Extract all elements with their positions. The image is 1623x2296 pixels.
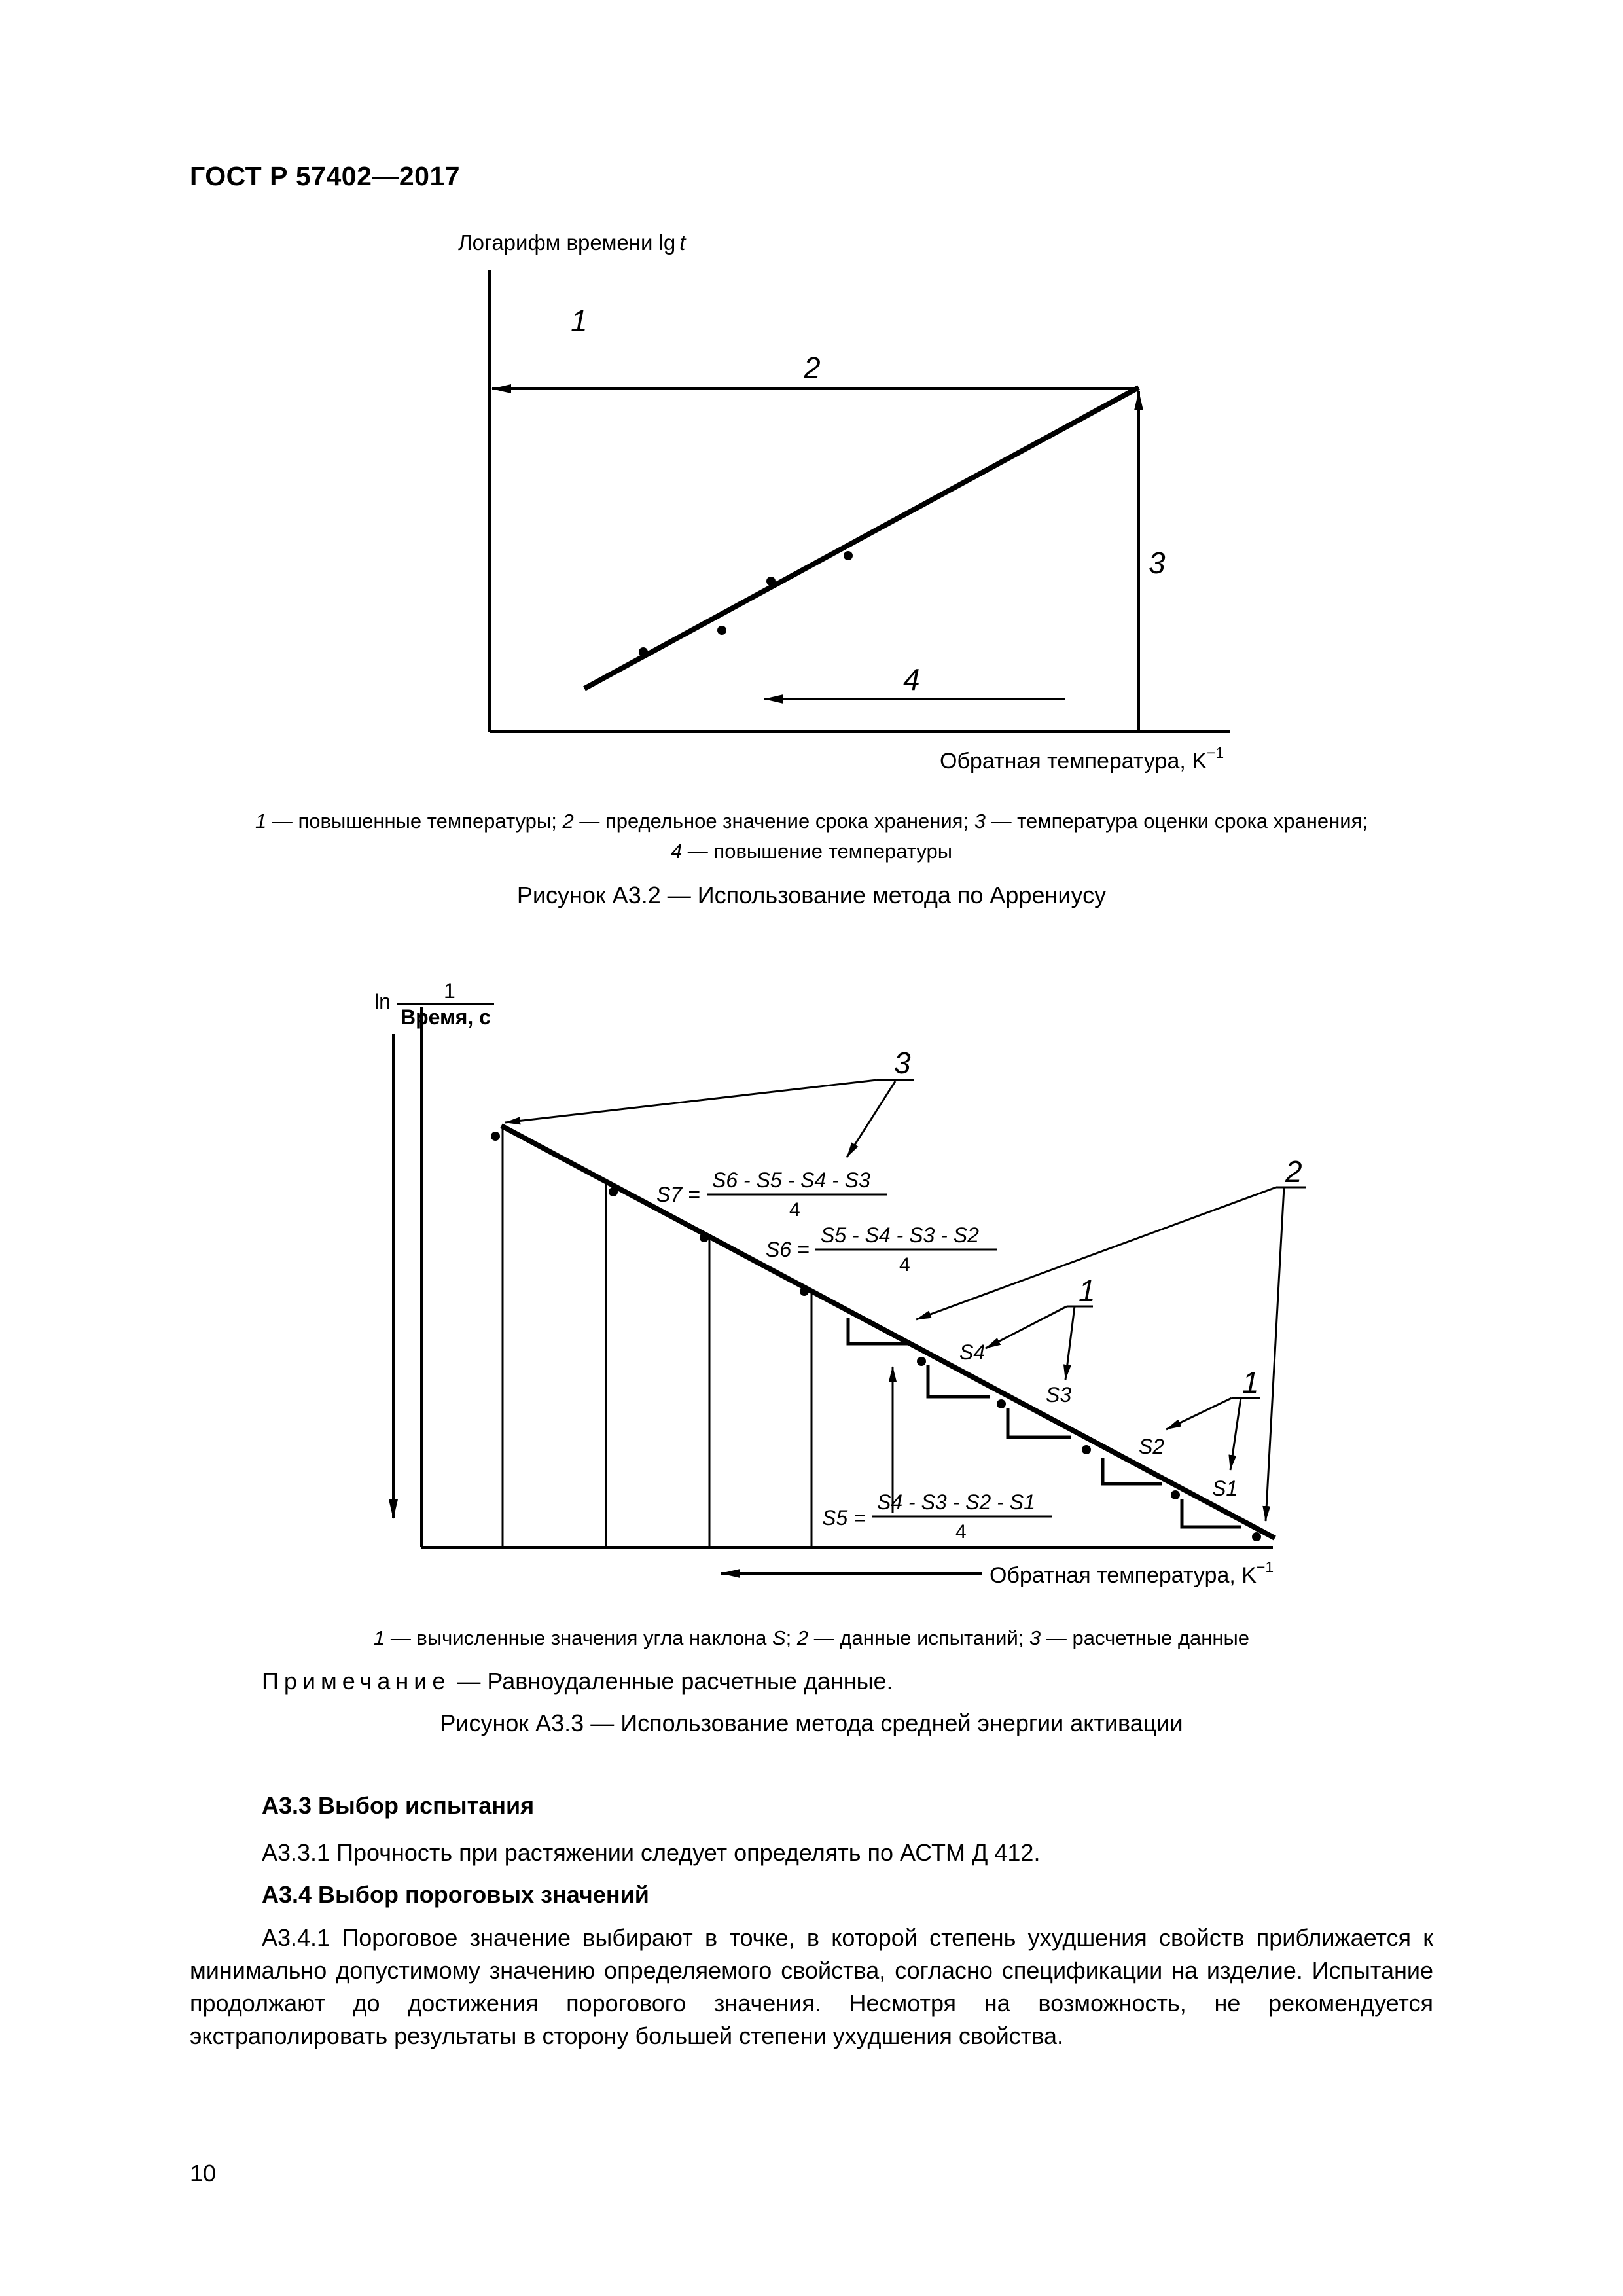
fig32-legend-line-2: 4 — повышение температуры — [670, 840, 953, 863]
figure-a3-3-diagram — [0, 949, 1623, 1604]
fig33-formula-s5 — [822, 1490, 1052, 1543]
fig33-callout-1-upper: 1 — [1079, 1274, 1096, 1308]
note-text: — Равноудаленные расчетные данные. — [450, 1668, 893, 1695]
svg-text:S6 - S5 - S4 - S3: S6 - S5 - S4 - S3 — [712, 1168, 870, 1192]
fig33-data-point — [800, 1287, 809, 1296]
fig33-callout-1-upper-arrow — [986, 1306, 1067, 1348]
fig33-callout-1-lower-arrow — [1166, 1398, 1232, 1429]
fig33-callout-2: 2 — [1285, 1155, 1302, 1189]
fig33-data-point — [1082, 1445, 1091, 1454]
fig33-regression-line — [501, 1126, 1275, 1538]
fig33-callout-1-upper-arrow — [1065, 1306, 1075, 1380]
fig33-x-axis-label: Обратная температура, $K^{-1}$ — [990, 1558, 1274, 1588]
fig33-data-point — [917, 1357, 926, 1366]
fig33-callout-1-lower-arrow — [1230, 1398, 1241, 1470]
figure-a3-2-diagram — [0, 0, 1623, 929]
svg-text:S5 =: S5 = — [822, 1506, 866, 1530]
fig32-data-point — [639, 647, 648, 656]
fig32-data-point — [766, 577, 776, 586]
fig33-slope-label-s2: S2 — [1139, 1435, 1165, 1458]
fig33-y-label-ln: ln — [374, 990, 391, 1013]
fig32-legend-line-1: 1 — повышенные температуры; 2 — предельное значение срока хранения; 3 — температура оценки срока хранения; — [255, 810, 1368, 833]
fig32-callout-1: 1 — [571, 304, 588, 338]
fig33-callout-3-arrow — [847, 1081, 895, 1157]
fig33-data-point — [1171, 1490, 1180, 1499]
svg-text:S6 =: S6 = — [766, 1238, 810, 1261]
page-number: 10 — [190, 2160, 217, 2187]
svg-text:S4 - S3 - S2 - S1: S4 - S3 - S2 - S1 — [877, 1490, 1035, 1514]
fig32-x-axis-label: Обратная температура, $K^{-1}$ — [940, 744, 1224, 774]
fig33-callout-2-arrow — [916, 1187, 1276, 1319]
fig32-legend — [157, 806, 1466, 867]
svg-text:S7 =: S7 = — [656, 1183, 700, 1206]
fig33-slope-label-s4: S4 — [959, 1340, 986, 1364]
fig33-data-point — [997, 1399, 1006, 1408]
fig32-data-point — [717, 626, 726, 635]
fig33-legend: 1 — вычисленные значения угла наклона S; 2 — данные испытаний; 3 — расчетные данные — [373, 1626, 1250, 1649]
paragraph-a3-3-1: А3.3.1 Прочность при растяжении следует определять по АСТМ Д 412. — [262, 1839, 1041, 1866]
fig33-y-label-den: Время, с — [401, 1005, 491, 1029]
section-heading-a3-3: А3.3 Выбор испытания — [262, 1792, 535, 1819]
section-heading-a3-4: А3.4 Выбор пороговых значений — [262, 1881, 649, 1908]
fig33-callout-1-lower: 1 — [1242, 1365, 1259, 1399]
fig33-callout-3-arrow — [505, 1080, 877, 1122]
fig33-data-point — [700, 1233, 709, 1242]
svg-text:4: 4 — [789, 1199, 800, 1221]
fig33-data-point — [609, 1187, 618, 1196]
fig33-note — [262, 1668, 893, 1695]
fig32-caption: Рисунок А3.2 — Использование метода по Аррениусу — [516, 882, 1107, 908]
fig33-slope-label-s3: S3 — [1046, 1383, 1072, 1407]
paragraph-a3-4-1: А3.4.1 Пороговое значение выбирают в точке, в которой степень ухудшения свойств приближается к минимально допустимому значению определяемого свойства, согласно спецификации на изделие. Испытание продолжают до достижения порогового значения. Несмотря на возможность, не рекомендуется экстраполировать результаты в сторону большей степени ухудшения свойства. — [190, 1924, 1433, 2049]
fig32-callout-4: 4 — [903, 662, 920, 696]
fig33-formula-s7 — [656, 1168, 887, 1221]
fig32-callout-3: 3 — [1149, 546, 1166, 580]
fig33-data-point — [491, 1132, 500, 1141]
fig33-callout-3: 3 — [894, 1046, 911, 1080]
document-header: ГОСТ Р 57402—2017 — [190, 161, 461, 191]
fig32-y-axis-label: Логарифм времени lg t — [458, 230, 686, 255]
svg-text:4: 4 — [899, 1254, 910, 1276]
fig32-callout-2: 2 — [804, 351, 821, 385]
fig33-callout-2-arrow — [1266, 1187, 1284, 1521]
fig33-slope-label-s1: S1 — [1212, 1477, 1238, 1500]
fig33-formula-s6 — [766, 1223, 997, 1276]
fig33-caption: Рисунок А3.3 — Использование метода средней энергии активации — [440, 1710, 1183, 1736]
fig32-data-point — [844, 551, 853, 560]
svg-text:4: 4 — [955, 1521, 967, 1543]
fig33-data-point — [1252, 1532, 1261, 1541]
svg-text:S5 - S4 - S3 - S2: S5 - S4 - S3 - S2 — [821, 1223, 979, 1247]
note-label: Примечание — [262, 1668, 451, 1695]
fig33-y-label-num: 1 — [444, 979, 455, 1003]
fig32-regression-line — [584, 387, 1139, 689]
